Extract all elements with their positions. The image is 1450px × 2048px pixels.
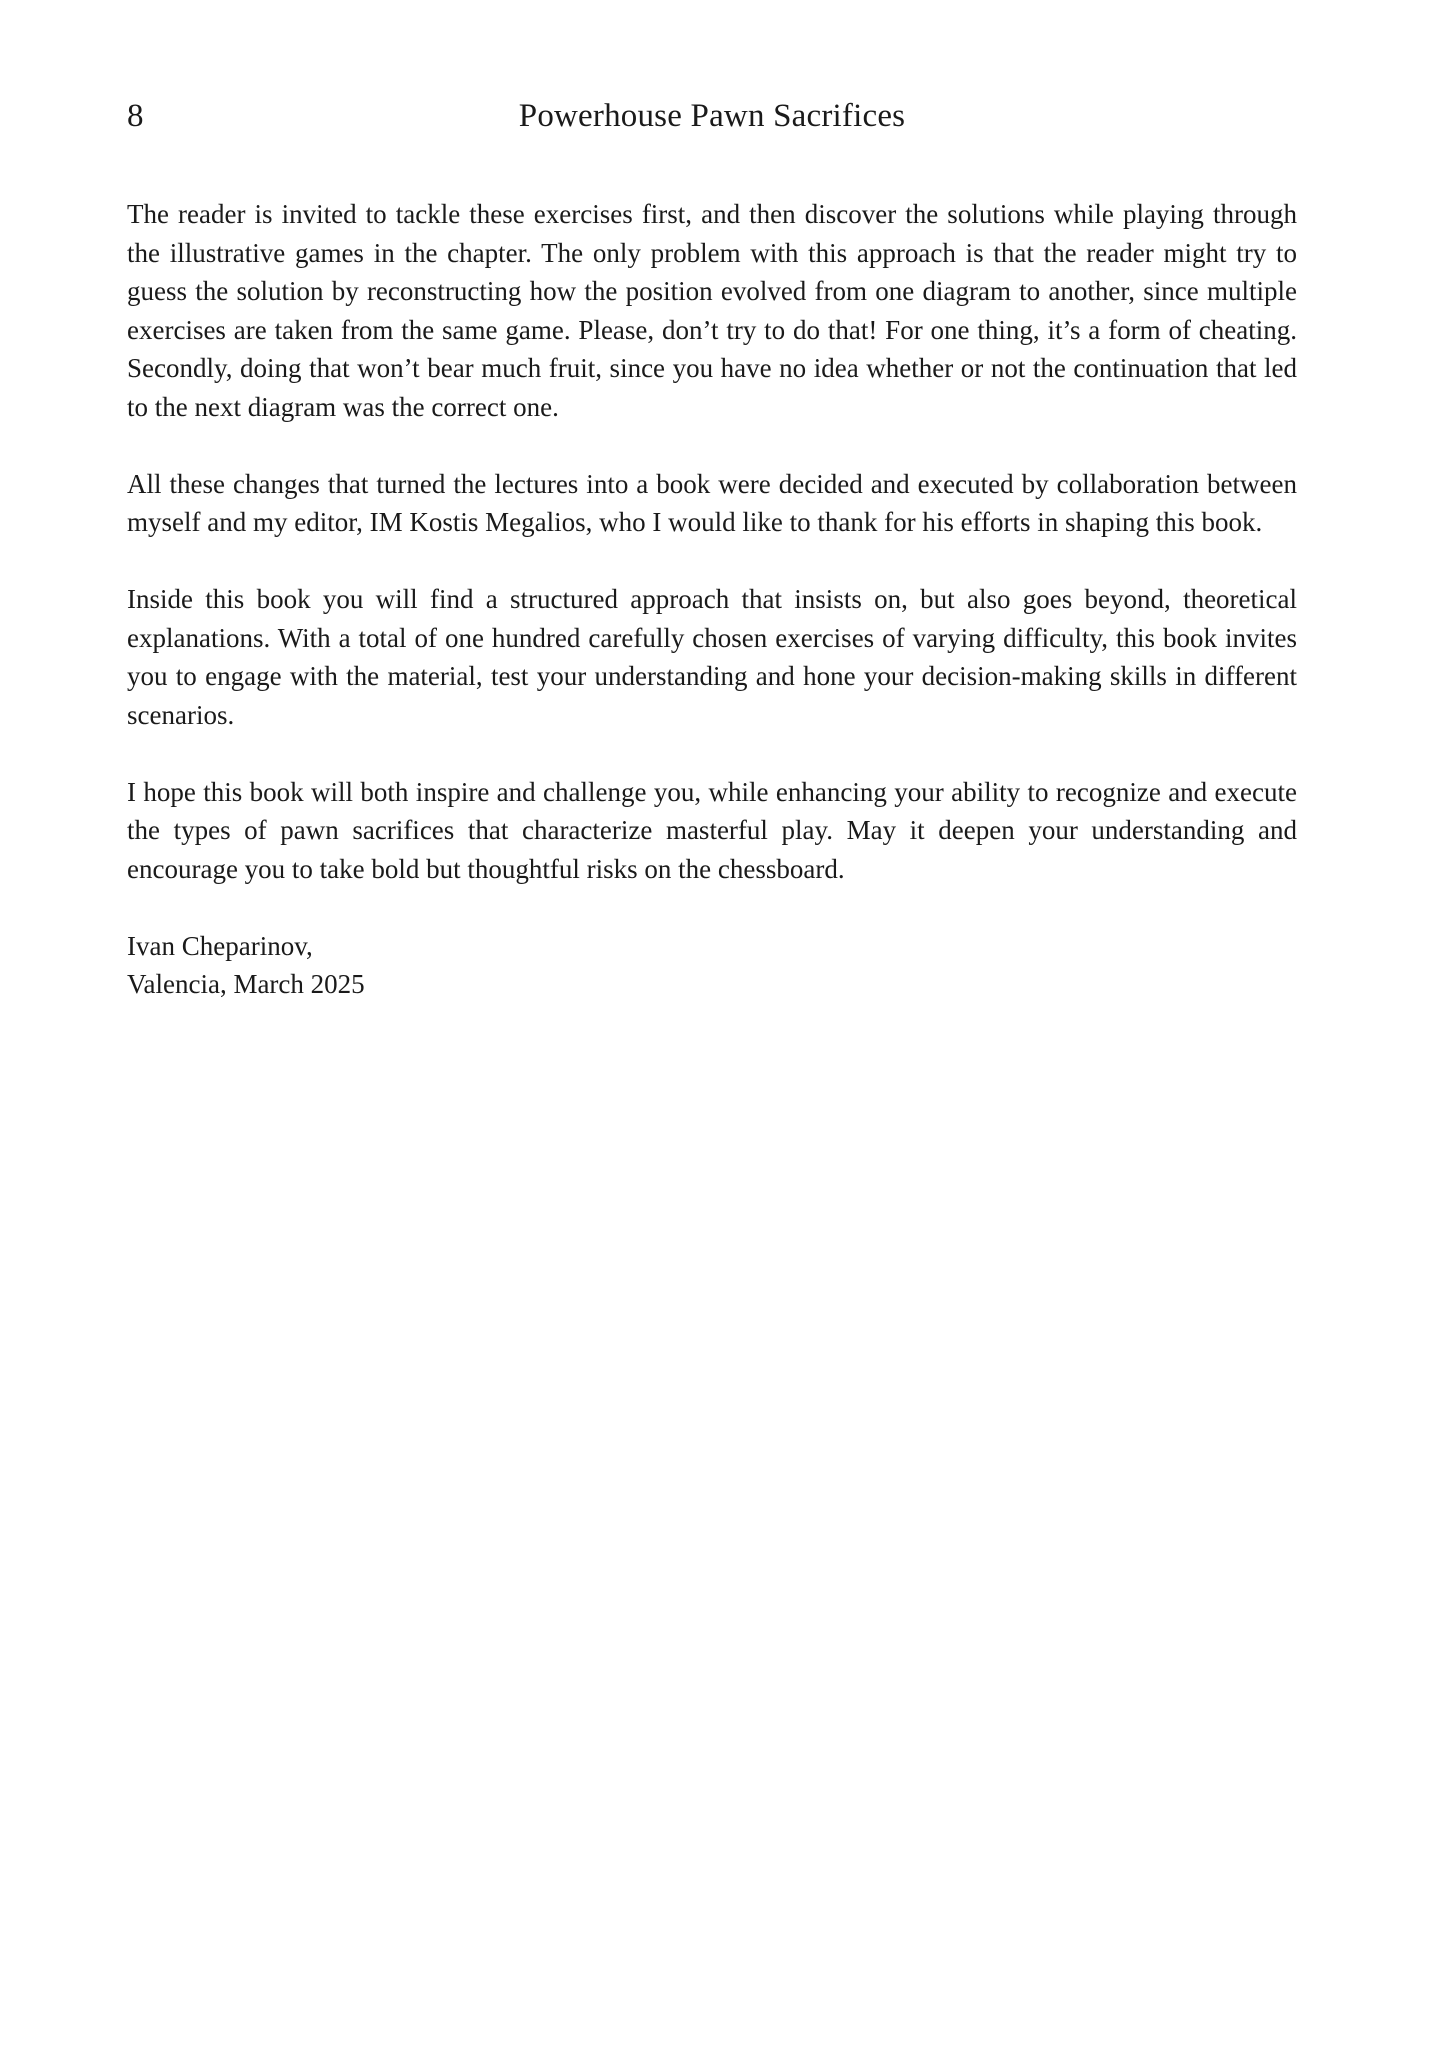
signature-place-date: Valencia, March 2025 xyxy=(127,969,365,999)
page-body xyxy=(127,195,1297,1004)
page-number: 8 xyxy=(127,98,144,134)
paragraph-3: Inside this book you will find a structured approach that insists on, but also goes beyond, theoretical explanations. With a total of one hundred carefully chosen exercises of varying difficulty, this book invites you to engage with the material, test your understanding and hone your decision-making skills in different scenarios. xyxy=(127,584,1297,730)
paragraph-4: I hope this book will both inspire and challenge you, while enhancing your ability to recognize and execute the types of pawn sacrifices that characterize masterful play. May it deepen your understanding and encourage you to take bold but thoughtful risks on the chessboard. xyxy=(127,776,1297,884)
running-header-title: Powerhouse Pawn Sacrifices xyxy=(518,98,906,134)
paragraph-2: All these changes that turned the lectures into a book were decided and executed by collaboration between myself and my editor, IM Kostis Megalios, who I would like to thank for his efforts in shaping this book. xyxy=(127,468,1297,537)
page-header xyxy=(127,96,1297,136)
signature-author-name: Ivan Cheparinov, xyxy=(127,930,313,961)
paragraph-1: The reader is invited to tackle these exercises first, and then discover the solutions while playing through the illustrative games in the chapter. The only problem with this approach is that the reader might try to guess the solution by reconstructing how the position evolved from one diagram to another, since multiple exercises are taken from the same game. Please, don’t try to do that! For one thing, it’s a form of cheating. Secondly, doing that won’t bear much fruit, since you have no idea whether or not the continuation that led to the next diagram was the correct one. xyxy=(127,199,1297,422)
signature-block xyxy=(127,927,1297,1004)
